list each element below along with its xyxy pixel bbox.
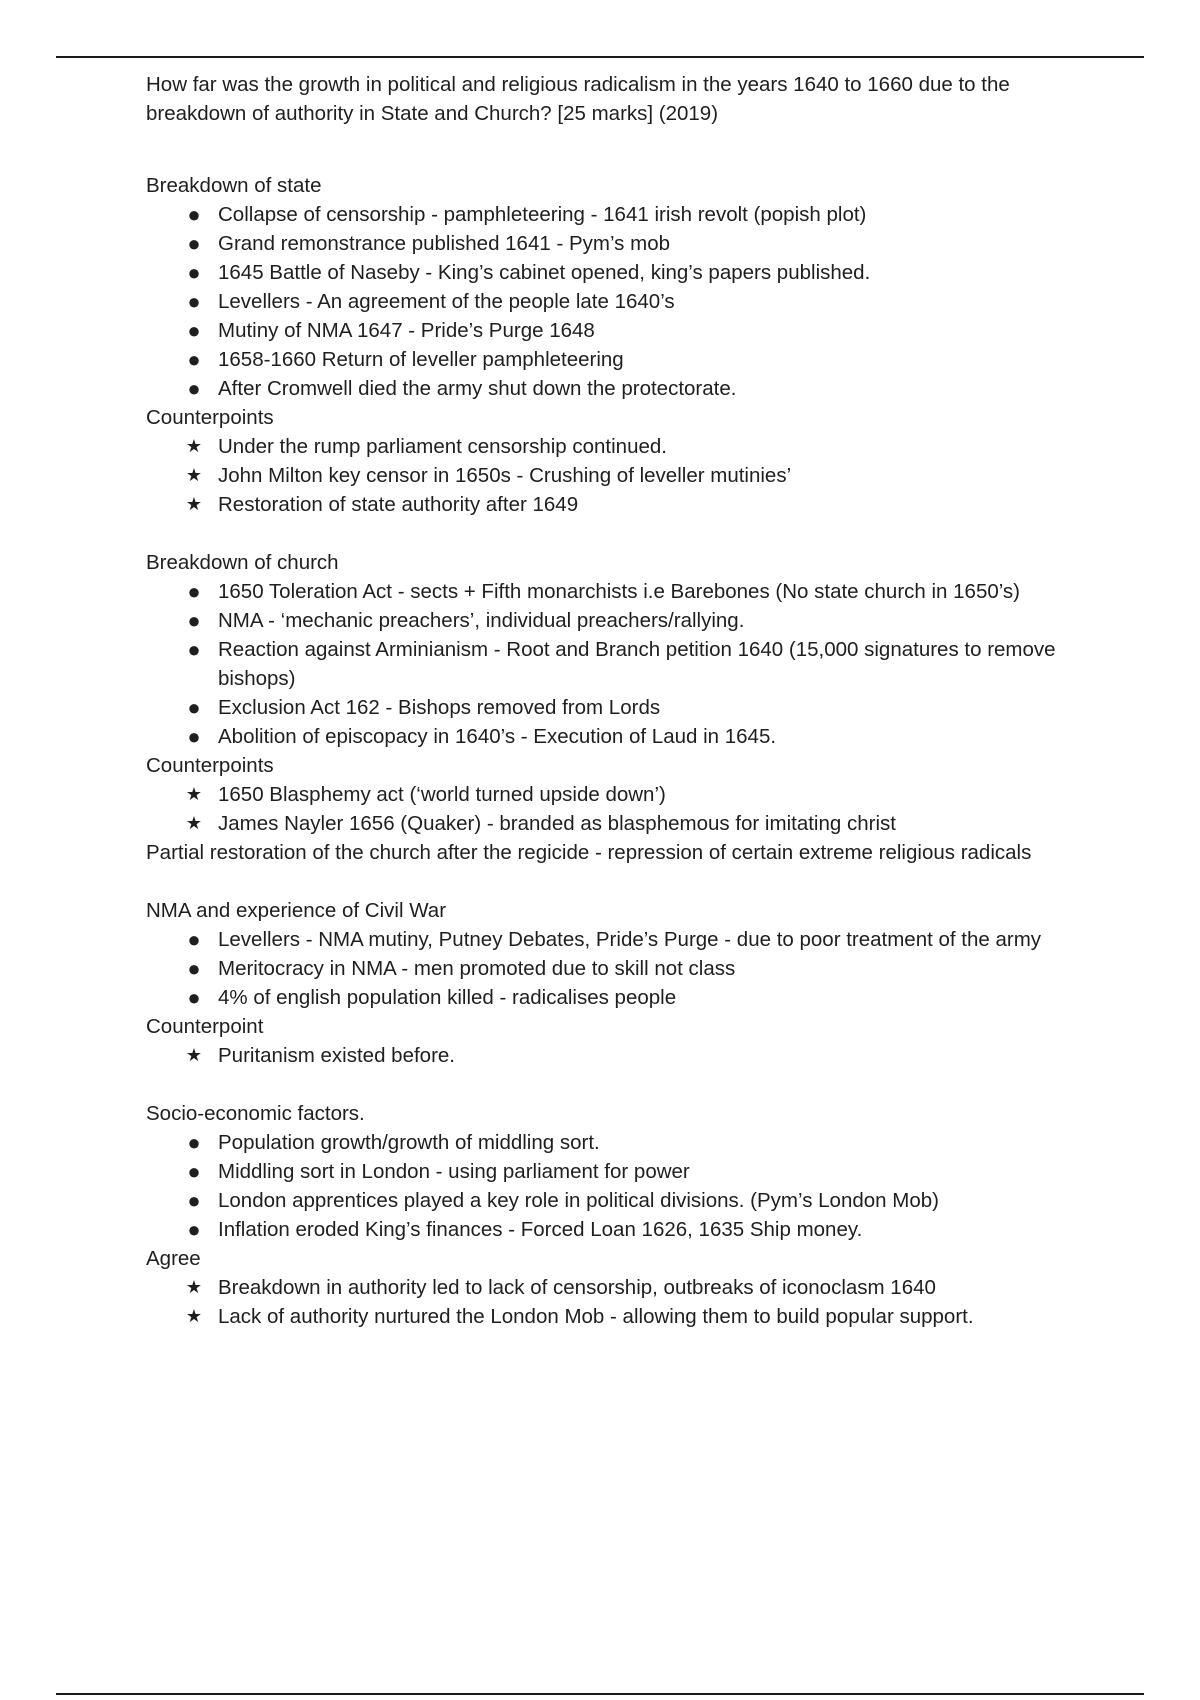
- point-list: [146, 577, 1096, 751]
- counterpoint-list: [146, 780, 1096, 838]
- notes-sections: [146, 128, 1096, 1331]
- bullet-icon: ●: [187, 289, 201, 314]
- bullet-icon: ●: [187, 985, 201, 1010]
- bullet-icon: ●: [187, 1188, 201, 1213]
- counterpoint-heading: Counterpoints: [146, 406, 274, 429]
- bullet-icon: ●: [187, 927, 201, 952]
- point-item: [146, 287, 1096, 316]
- counterpoint-text: John Milton key censor in 1650s - Crushing of leveller mutinies’: [218, 464, 792, 487]
- star-icon: ★: [185, 813, 203, 833]
- star-icon: ★: [185, 1277, 203, 1297]
- point-text: 4% of english population killed - radicalises people: [218, 986, 677, 1009]
- star-icon: ★: [185, 465, 203, 485]
- top-divider: [56, 56, 1144, 58]
- point-item: [146, 229, 1096, 258]
- counterpoint-list: [146, 432, 1096, 519]
- point-text: Mutiny of NMA 1647 - Pride’s Purge 1648: [218, 319, 595, 342]
- point-text: Levellers - An agreement of the people late 1640’s: [218, 290, 675, 313]
- counterpoint-text: Breakdown in authority led to lack of censorship, outbreaks of iconoclasm 1640: [218, 1276, 936, 1299]
- question-line-2: breakdown of authority in State and Church? [25 marks] (2019): [146, 102, 719, 125]
- notes-section: [146, 896, 1096, 1070]
- counterpoint-item: [146, 461, 1096, 490]
- counterpoint-list: [146, 1041, 1096, 1070]
- point-item: [146, 200, 1096, 229]
- point-item: [146, 925, 1096, 954]
- point-list: [146, 1128, 1096, 1244]
- notes-section: [146, 1099, 1096, 1331]
- star-icon: ★: [185, 494, 203, 514]
- point-text: Middling sort in London - using parliament for power: [218, 1160, 690, 1183]
- counterpoint-text: Lack of authority nurtured the London Mob - allowing them to build popular support.: [218, 1305, 974, 1328]
- counterpoint-text: Under the rump parliament censorship continued.: [218, 435, 667, 458]
- bullet-icon: ●: [187, 376, 201, 401]
- point-item: [146, 983, 1096, 1012]
- bullet-icon: ●: [187, 1130, 201, 1155]
- point-text: Levellers - NMA mutiny, Putney Debates, Pride’s Purge - due to poor treatment of the army: [218, 928, 1042, 951]
- counterpoint-item: [146, 432, 1096, 461]
- star-icon: ★: [185, 784, 203, 804]
- section-heading: Breakdown of state: [146, 174, 322, 197]
- bullet-icon: ●: [187, 1159, 201, 1184]
- counterpoint-item: [146, 1273, 1096, 1302]
- point-text: NMA - ‘mechanic preachers’, individual preachers/rallying.: [218, 609, 745, 632]
- point-text: Inflation eroded King’s finances - Forced Loan 1626, 1635 Ship money.: [218, 1218, 863, 1241]
- notes-section: [146, 548, 1096, 867]
- bottom-divider: [56, 1693, 1144, 1695]
- bullet-icon: ●: [187, 202, 201, 227]
- point-text: Abolition of episcopacy in 1640’s - Execution of Laud in 1645.: [218, 725, 777, 748]
- point-text: 1650 Toleration Act - sects + Fifth monarchists i.e Barebones (No state church in 1650’s): [218, 580, 1021, 603]
- point-item: [146, 577, 1096, 606]
- point-list: [146, 200, 1096, 403]
- counterpoint-text: James Nayler 1656 (Quaker) - branded as blasphemous for imitating christ: [218, 812, 896, 835]
- point-text: Collapse of censorship - pamphleteering - 1641 irish revolt (popish plot): [218, 203, 867, 226]
- counterpoint-heading: Counterpoints: [146, 754, 274, 777]
- bullet-icon: ●: [187, 318, 201, 343]
- point-item: [146, 1215, 1096, 1244]
- bullet-icon: ●: [187, 231, 201, 256]
- counterpoint-item: [146, 780, 1096, 809]
- section-note: Partial restoration of the church after the regicide - repression of certain extreme religious radicals: [146, 841, 1032, 864]
- point-item: [146, 345, 1096, 374]
- bullet-icon: ●: [187, 347, 201, 372]
- star-icon: ★: [185, 1306, 203, 1326]
- point-text: Population growth/growth of middling sort.: [218, 1131, 600, 1154]
- section-spacer: [146, 519, 1096, 548]
- point-item: [146, 635, 1096, 693]
- point-text: Grand remonstrance published 1641 - Pym’s mob: [218, 232, 670, 255]
- bullet-icon: ●: [187, 695, 201, 720]
- bullet-icon: ●: [187, 579, 201, 604]
- point-text: After Cromwell died the army shut down the protectorate.: [218, 377, 737, 400]
- point-item: [146, 374, 1096, 403]
- counterpoint-heading: Agree: [146, 1247, 201, 1270]
- counterpoint-item: [146, 490, 1096, 519]
- point-item: [146, 1157, 1096, 1186]
- point-text: Meritocracy in NMA - men promoted due to skill not class: [218, 957, 736, 980]
- point-item: [146, 258, 1096, 287]
- point-item: [146, 316, 1096, 345]
- counterpoint-heading: Counterpoint: [146, 1015, 264, 1038]
- document-body: [146, 70, 1096, 1331]
- bullet-icon: ●: [187, 260, 201, 285]
- point-list: [146, 925, 1096, 1012]
- point-text: 1658-1660 Return of leveller pamphleteering: [218, 348, 624, 371]
- bullet-icon: ●: [187, 956, 201, 981]
- point-item: [146, 693, 1096, 722]
- notes-section: [146, 171, 1096, 519]
- point-text: Reaction against Arminianism - Root and Branch petition 1640 (15,000 signatures to remove bishops): [218, 638, 1056, 690]
- section-heading: Breakdown of church: [146, 551, 339, 574]
- bullet-icon: ●: [187, 1217, 201, 1242]
- bullet-icon: ●: [187, 637, 201, 662]
- counterpoint-item: [146, 809, 1096, 838]
- star-icon: ★: [185, 436, 203, 456]
- point-text: Exclusion Act 162 - Bishops removed from Lords: [218, 696, 661, 719]
- counterpoint-text: Restoration of state authority after 1649: [218, 493, 579, 516]
- section-heading: Socio-economic factors.: [146, 1102, 365, 1125]
- counterpoint-item: [146, 1041, 1096, 1070]
- counterpoint-text: Puritanism existed before.: [218, 1044, 456, 1067]
- counterpoint-item: [146, 1302, 1096, 1331]
- section-spacer: [146, 128, 1096, 171]
- counterpoint-list: [146, 1273, 1096, 1331]
- section-spacer: [146, 867, 1096, 896]
- point-text: 1645 Battle of Naseby - King’s cabinet opened, king’s papers published.: [218, 261, 871, 284]
- point-text: London apprentices played a key role in political divisions. (Pym’s London Mob): [218, 1189, 939, 1212]
- point-item: [146, 722, 1096, 751]
- point-item: [146, 1186, 1096, 1215]
- section-spacer: [146, 1070, 1096, 1099]
- point-item: [146, 954, 1096, 983]
- point-item: [146, 606, 1096, 635]
- bullet-icon: ●: [187, 724, 201, 749]
- bullet-icon: ●: [187, 608, 201, 633]
- point-item: [146, 1128, 1096, 1157]
- section-heading: NMA and experience of Civil War: [146, 899, 447, 922]
- question-line-1: How far was the growth in political and religious radicalism in the years 1640 to 1660 due to the: [146, 73, 1010, 96]
- counterpoint-text: 1650 Blasphemy act (‘world turned upside down’): [218, 783, 666, 806]
- star-icon: ★: [185, 1045, 203, 1065]
